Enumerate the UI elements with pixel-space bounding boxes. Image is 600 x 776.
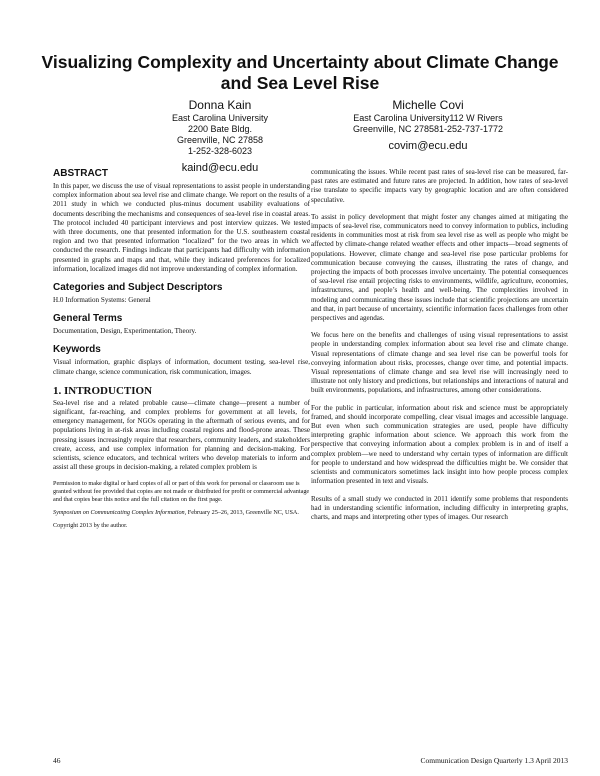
journal-footer: Communication Design Quarterly 1.3 April 2013 [420,756,568,765]
venue-name: Symposium on Communicating Complex Information, [53,509,187,517]
author-block-2 [318,98,538,153]
left-column [53,168,310,535]
author-address: Greenville, NC 278581-252-737-1772 [352,124,504,134]
categories-text: H.0 Information Systems: General [53,296,151,305]
general-terms-text: Documentation, Design, Experimentation, Theory. [53,327,197,336]
author-email: covim@ecu.edu [388,140,468,152]
author-affiliation: East Carolina University112 W Rivers [353,113,503,123]
right-column [311,168,568,522]
body-paragraph: Results of a small study we conducted in 2011 identify some problems that respondents had in understanding scientific information, including difficulty in interpreting graphs, charts, and maps and interpreting other types of images. Our research [311,494,568,521]
abstract-heading: ABSTRACT [53,168,108,179]
page-number: 46 [53,756,61,765]
body-paragraph: communicating the issues. While recent past rates of sea-level rise can be measured, far-past rates are estimated and future rates are projected. In addition, how rates of sea-level rise translate to specific impacts vary by geographic location and are often considered speculative. [311,168,568,204]
venue-details: February 25–26, 2013, Greenville NC, USA. [186,509,299,517]
introduction-text: Sea-level rise and a related probable cause—climate change—present a number of significant, far-reaching, and complex problems for government at all levels, for emergency management, for NGOs operating in the aftermath of serious events, and for populations living in at-risk areas including coastal regions and flood-prone areas. These pressing issues increasingly require that researchers, community leaders, and stakeholders create, access, and use complex information for planning and decision-making. For scientists, science educators, and technical writers who develop materials to inform and assist all these groups in decision-making, a related complex problem is [53,398,310,472]
body-paragraph: To assist in policy development that might foster any changes aimed at mitigating the impacts of sea-level rise, communicators need to convey information to publics, including residents in communities most at risk from sea level rise as well as people who might be affected by climate-change related weather effects and other impacts—broad segments of populations. However, climate change and sea-level rise pose particular problems for communication because conveying the causes, illustrating the rates of change, and projecting the impacts of both processes involve uncertainty. The potential consequences of sea-level rise entail projecting risks to environments, wildlife, agriculture, economies, infrastructures, and people’s health and well-being. The complexities involved in modeling and communicating these issues include that scientific projections are uncertain and that, in part because of uncertainty, scientific information faces challenges from other perspectives and agendas. [311,212,568,323]
categories-heading: Categories and Subject Descriptors [53,282,223,294]
author-email: kaind@ecu.edu [181,162,259,174]
author-phone: 1-252-328-6023 [187,146,253,156]
permission-notice: Permission to make digital or hard copies of all or part of this work for personal or classroom use is granted without fee provided that copies are not made or distributed for profit or commercial advantage and that copies bear this notice and the full citation on the first page. [53,480,310,504]
body-paragraph: We focus here on the benefits and challenges of using visual representations to assist people in understanding complex information about sea level rise and climate change. Visual representations of climate change and sea level rise can be powerful tools for conveying information about risks, processes, change over time, and potential impacts. Visual representations of climate change and sea level rise will increasingly need to illustrate not only history and predictions, but relationships and interactions of natural and built environments, populations, and infrastructures, among other considerations. [311,331,568,395]
paper-title: Visualizing Complexity and Uncertainty about Climate Change and Sea Level Rise [41,52,559,93]
author-block-1 [110,98,330,175]
venue-note [53,509,310,517]
author-address: 2200 Bate Bldg. [187,124,253,134]
author-city: Greenville, NC 27858 [176,135,264,145]
copyright-note: Copyright 2013 by the author. [53,522,128,530]
author-name: Donna Kain [188,98,252,112]
general-terms-heading: General Terms [53,313,123,325]
body-paragraph: For the public in particular, information about risk and science must be appropriately framed, and should incorporate compelling, clear visual images and accessible language. But even when such communication strategies are used, people have difficulty interpreting graphic information about science. We approach this work from the perspective that conveying information about a complex problem is in and of itself a complex problem—we need to understand why certain types of information are difficult for people to understand and how widespread the difficulties might be. We consider that scientists and communicators sometimes lack insight into how people process complex information presented in text and visuals. [311,403,568,486]
author-affiliation: East Carolina University [171,113,269,123]
author-name: Michelle Covi [392,98,464,112]
keywords-text: Visual information, graphic displays of information, document testing, sea-level rise, climate change, science communication, risk communication, images. [53,358,310,376]
abstract-text: In this paper, we discuss the use of visual representations to assist people in understanding complex information about sea level rise and climate change. We report on the results of a 2011 study in which we conducted plus-minus document usability evaluations of documents describing the mechanisms and consequences of sea-level rise in coastal areas. The protocol included 40 participant interviews and post interview quizzes. We tested with three documents, one that presented information for the U.S. southeastern coastal region and two that presented information “localized” for the two areas in which we conducted the research. Findings indicate that participants had difficulty with information presented in graphs and maps and that, while they indicated preferences for localized information, localized images did not improve understanding of complex information. [53,182,310,273]
introduction-heading: 1. INTRODUCTION [53,384,153,397]
keywords-heading: Keywords [53,344,101,356]
